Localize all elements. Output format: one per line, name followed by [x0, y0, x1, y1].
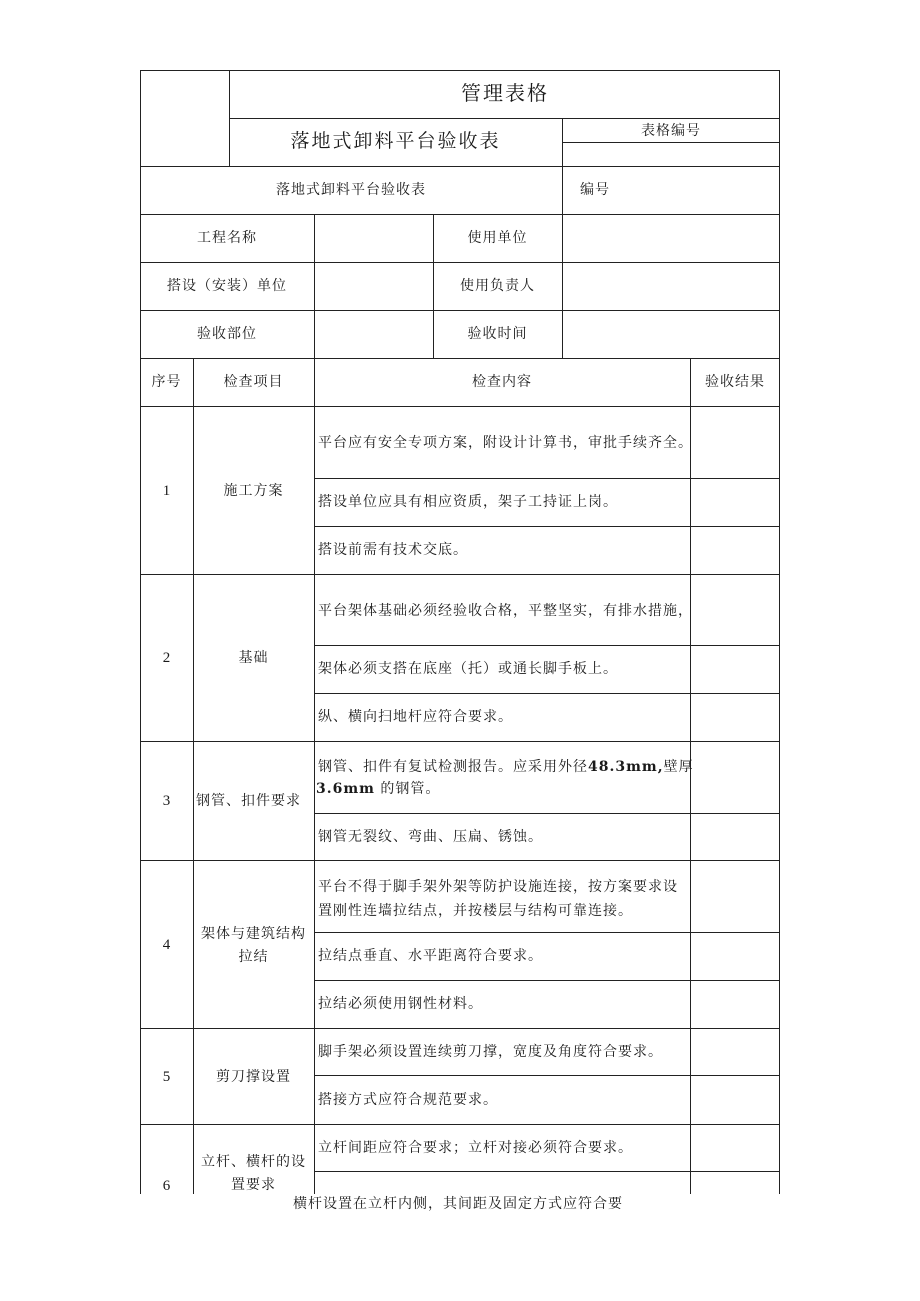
subheader-divider — [562, 166, 563, 214]
row-content-3-1-bold: 48.3mm, — [588, 759, 664, 775]
info-divider-3 — [562, 214, 563, 358]
row-content-1-1: 平台应有安全专项方案，附设计计算书，审批手续齐全。 — [318, 435, 693, 451]
row-content-3-1-pre: 钢管、扣件有复试检测报告。应采用外径 — [318, 759, 588, 775]
group-line-1 — [140, 574, 780, 575]
subheader-bottom-line — [140, 214, 780, 215]
row-content-3-2: 钢管无裂纹、弯曲、压扁、锈蚀。 — [318, 829, 543, 845]
row-seq-6: 6 — [162, 1178, 171, 1194]
row-content-6-2: 横杆设置在立杆内侧，其间距及固定方式应符合要 — [293, 1196, 623, 1212]
number-label: 编号 — [580, 182, 610, 198]
accept-time-label: 验收时间 — [467, 326, 528, 342]
subrow-line — [314, 813, 780, 814]
subrow-line — [314, 1075, 780, 1076]
row-content-5-2: 搭接方式应符合规范要求。 — [318, 1092, 498, 1108]
row-seq-3: 3 — [162, 793, 171, 809]
row-seq-5: 5 — [162, 1069, 171, 1085]
row-content-3-1-post: 壁厚 — [663, 759, 694, 775]
row-content-4-1: 平台不得于脚手架外架等防护设施连接，按方案要求设置刚性连墙拉结点，并按楼层与结构可靠连接。 — [318, 879, 678, 919]
project-name-label: 工程名称 — [197, 230, 257, 246]
header-bottom-line — [140, 166, 780, 167]
subrow-line — [314, 980, 780, 981]
erect-unit-label: 搭设（安装）单位 — [167, 278, 287, 294]
info-bottom-line — [140, 358, 780, 359]
group-line-2 — [140, 741, 780, 742]
mgmt-form-title: 管理表格 — [461, 81, 549, 105]
header-form-no-line — [562, 142, 780, 143]
col-header-result: 验收结果 — [705, 374, 765, 390]
row-content-3-1-post2: 的钢管。 — [374, 781, 441, 797]
accept-part-label: 验收部位 — [197, 326, 257, 342]
subheader-title: 落地式卸料平台验收表 — [276, 182, 426, 198]
group-line-4 — [140, 1028, 780, 1029]
subrow-line — [314, 478, 780, 479]
row-content-2-1: 平台架体基础必须经验收合格，平整坚实，有排水措施， — [318, 603, 693, 619]
col-divider-item — [314, 358, 315, 1194]
row-content-2-2: 架体必须支搭在底座（托）或通长脚手板上。 — [318, 661, 618, 677]
row-content-4-3: 拉结必须使用钢性材料。 — [318, 996, 483, 1012]
col-header-bottom-line — [140, 406, 780, 407]
info-divider-1 — [314, 214, 315, 358]
subrow-line — [314, 932, 780, 933]
info-line-2 — [140, 310, 780, 311]
row-content-1-3: 搭设前需有技术交底。 — [318, 542, 468, 558]
table-top-border — [140, 70, 780, 71]
row-content-2-3: 纵、横向扫地杆应符合要求。 — [318, 709, 513, 725]
subrow-line — [314, 645, 780, 646]
group-line-3 — [140, 860, 780, 861]
row-seq-1: 1 — [162, 483, 171, 499]
row-item-4-line2: 拉结 — [238, 949, 269, 965]
row-seq-4: 4 — [162, 937, 171, 953]
row-item-2: 基础 — [238, 650, 269, 666]
row-content-3-1-bold2: 3.6mm — [316, 781, 375, 797]
subrow-line — [314, 693, 780, 694]
form-number-label: 表格编号 — [641, 123, 701, 139]
row-content-1-2: 搭设单位应具有相应资质，架子工持证上岗。 — [318, 494, 618, 510]
row-item-6-line1: 立杆、横杆的设 — [201, 1154, 306, 1170]
row-item-6-line2: 置要求 — [231, 1177, 276, 1193]
col-header-content: 检查内容 — [472, 374, 532, 390]
subrow-line — [314, 1171, 780, 1172]
header-mid-line — [229, 118, 780, 119]
info-line-1 — [140, 262, 780, 263]
col-header-seq: 序号 — [151, 374, 182, 390]
subrow-line — [314, 526, 780, 527]
row-item-1: 施工方案 — [223, 483, 284, 499]
row-content-4-2: 拉结点垂直、水平距离符合要求。 — [318, 948, 543, 964]
row-item-5: 剪刀撑设置 — [216, 1069, 291, 1085]
row-content-3-1-line2 — [316, 778, 440, 800]
form-title: 落地式卸料平台验收表 — [290, 130, 501, 152]
row-content-5-1: 脚手架必须设置连续剪刀撑，宽度及角度符合要求。 — [318, 1044, 663, 1060]
row-seq-2: 2 — [162, 650, 171, 666]
row-item-3: 钢管、扣件要求 — [196, 793, 301, 809]
group-line-5 — [140, 1124, 780, 1125]
row-item-4-line1: 架体与建筑结构 — [201, 926, 306, 942]
table-right-border — [779, 70, 780, 1194]
user-manager-label: 使用负责人 — [460, 278, 535, 294]
col-header-item: 检查项目 — [223, 374, 284, 390]
row-content-6-1: 立杆间距应符合要求；立杆对接必须符合要求。 — [318, 1140, 633, 1156]
user-unit-label: 使用单位 — [467, 230, 528, 246]
row-content-3-1-line1 — [318, 756, 694, 778]
